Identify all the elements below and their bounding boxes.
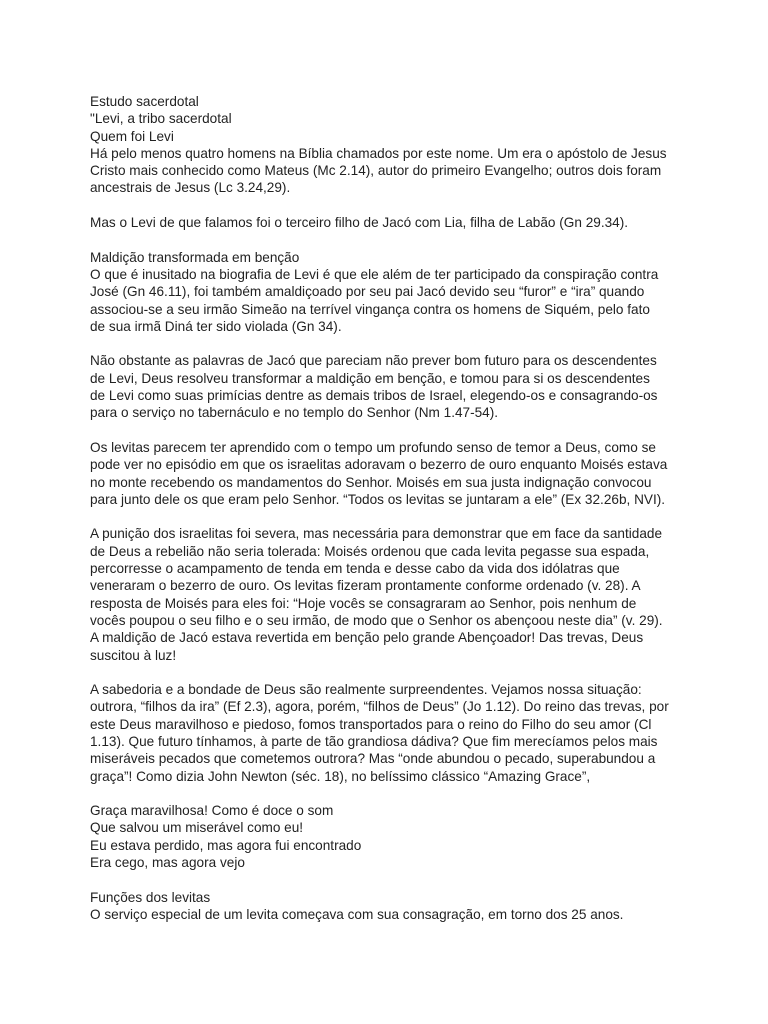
text-line: 1.13). Que futuro tínhamos, à parte de tão grandiosa dádiva? Que fim merecíamos pelos mais <box>90 733 658 749</box>
document-page <box>90 93 690 923</box>
heading-line: Estudo sacerdotal <box>90 94 199 109</box>
text-line: Cristo mais conhecido como Mateus (Mc 2.14), autor do primeiro Evangelho; outros dois foram <box>90 163 662 179</box>
paragraph-levites-fear <box>90 439 690 508</box>
hymn-verse <box>90 802 690 871</box>
text-line: veneraram o bezerro de ouro. Os levitas fizeram prontamente conforme ordenado (v. 28). A <box>90 578 641 594</box>
text-line: de Levi, Deus resolveu transformar a maldição em benção, e tomou para si os descendentes <box>90 370 650 386</box>
text-line: de Deus a rebelião não seria tolerada: Moisés ordenou que cada levita pegasse sua espada, <box>90 543 650 559</box>
text-line: O que é inusitado na biografia de Levi é que ele além de ter participado da conspiração contra <box>90 266 659 282</box>
text-line: suscitou à luz! <box>90 647 177 663</box>
text-line: de sua irmã Diná ter sido violada (Gn 34). <box>90 318 342 334</box>
text-line: vocês poupou o seu filho e o seu irmão, de modo que o Senhor os abençoou neste dia” (v. 29). <box>90 612 663 628</box>
verse-line: Eu estava perdido, mas agora fui encontrado <box>90 837 362 853</box>
heading-line: Quem foi Levi <box>90 128 174 144</box>
text-line: Os levitas parecem ter aprendido com o tempo um profundo senso de temor a Deus, como se <box>90 439 656 455</box>
heading-line: "Levi, a tribo sacerdotal <box>90 111 232 127</box>
text-line: Não obstante as palavras de Jacó que pareciam não prever bom futuro para os descendentes <box>90 353 657 369</box>
paragraph-blessing <box>90 352 690 421</box>
text-line: para o serviço no tabernáculo e no templo do Senhor (Nm 1.47-54). <box>90 405 499 421</box>
text-line: pode ver no episódio em que os israelitas adoravam o bezerro de ouro enquanto Moisés estava <box>90 457 668 473</box>
text-line: de Levi como suas primícias dentre as demais tribos de Israel, elegendo-os e consagrando-os <box>90 388 658 404</box>
text-line: José (Gn 46.11), foi também amaldiçoado por seu pai Jacó devido seu “furor” e “ira” quando <box>90 284 645 300</box>
text-line: A maldição de Jacó estava revertida em benção pelo grande Abençoador! Das trevas, Deus <box>90 630 644 646</box>
paragraph-curse <box>90 249 690 335</box>
text-line: este Deus maravilhoso e piedoso, fomos transportados para o reino do Filho do seu amor (Cl <box>90 716 652 732</box>
text-line: ancestrais de Jesus (Lc 3.24,29). <box>90 180 291 196</box>
text-line: resposta de Moisés para eles foi: “Hoje vocês se consagraram ao Senhor, pois nenhum de <box>90 595 637 611</box>
paragraph-levi-son <box>90 214 690 231</box>
verse-line: Graça maravilhosa! Como é doce o som <box>90 803 334 819</box>
paragraph-wisdom <box>90 681 690 785</box>
text-line: Mas o Levi de que falamos foi o terceiro filho de Jacó com Lia, filha de Labão (Gn 29.34). <box>90 215 629 231</box>
text-line: outrora, “filhos da ira” (Ef 2.3), agora, porém, “filhos de Deus” (Jo 1.12). Do reino das trevas, por <box>90 699 669 715</box>
text-line: graça”! Como dizia John Newton (séc. 18), no belíssimo clássico “Amazing Grace”, <box>90 768 591 784</box>
text-line: A sabedoria e a bondade de Deus são realmente surpreendentes. Vejamos nossa situação: <box>90 682 642 698</box>
text-line: O serviço especial de um levita começava com sua consagração, em torno dos 25 anos. <box>90 906 624 922</box>
text-line: miseráveis pecados que cometemos outrora? Mas “onde abundou o pecado, superabundou a <box>90 751 656 767</box>
text-line: no monte recebendo os mandamentos do Senhor. Moisés em sua justa indignação convocou <box>90 474 652 490</box>
section-heading: Maldição transformada em benção <box>90 249 300 265</box>
text-line: para junto dele os que eram pelo Senhor. “Todos os levitas se juntaram a ele” (Ex 32.26b, NVI). <box>90 491 666 507</box>
text-line: percorresse o acampamento de tenda em tenda e desse cabo da vida dos idólatras que <box>90 561 620 577</box>
paragraph-functions <box>90 889 690 924</box>
paragraph-intro <box>90 145 690 197</box>
verse-line: Era cego, mas agora vejo <box>90 855 245 871</box>
text-line: Há pelo menos quatro homens na Bíblia chamados por este nome. Um era o apóstolo de Jesus <box>90 145 667 161</box>
paragraph-punishment <box>90 525 690 663</box>
document-heading <box>90 93 690 145</box>
section-heading: Funções dos levitas <box>90 889 211 905</box>
verse-line: Que salvou um miserável como eu! <box>90 820 304 836</box>
text-line: A punição dos israelitas foi severa, mas necessária para demonstrar que em face da santidade <box>90 526 663 542</box>
text-line: associou-se a seu irmão Simeão na terrível vingança contra os homens de Siquém, pelo fato <box>90 301 650 317</box>
